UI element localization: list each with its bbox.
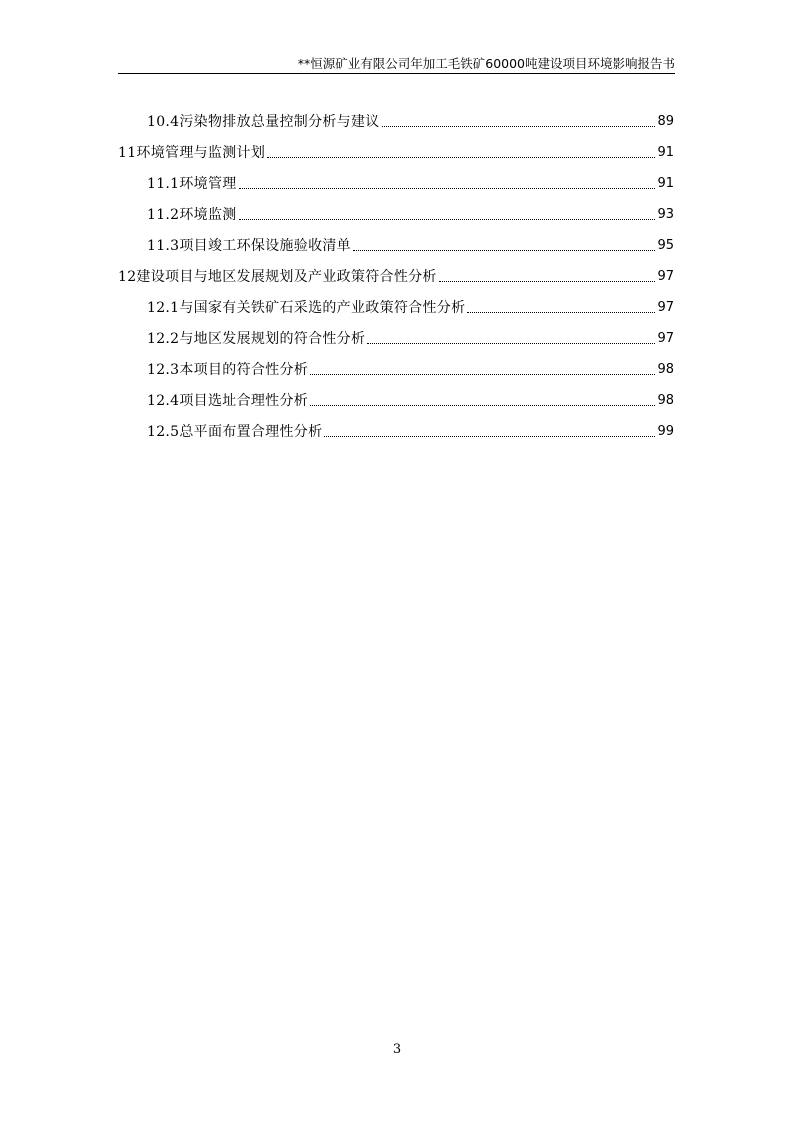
- toc-dot-leader: [382, 126, 656, 127]
- toc-page-number: 97: [657, 331, 674, 346]
- toc-entry-11-1[interactable]: [118, 165, 674, 196]
- toc-entry-text: 12.3本项目的符合性分析: [147, 362, 309, 378]
- toc-dot-leader: [467, 312, 655, 313]
- toc-dot-leader: [310, 405, 655, 406]
- toc-entry-12-1[interactable]: [118, 289, 674, 320]
- toc-dot-leader: [267, 157, 655, 158]
- toc-page-number: 91: [657, 176, 674, 191]
- toc-page-number: 97: [657, 269, 674, 284]
- toc-dot-leader: [239, 219, 656, 220]
- toc-entry-12-2[interactable]: [118, 320, 674, 351]
- toc-entry-11-3[interactable]: [118, 227, 674, 258]
- page-number: 3: [392, 1042, 402, 1057]
- running-header: **恒源矿业有限公司年加工毛铁矿60000吨建设项目环境影响报告书: [297, 56, 675, 71]
- toc-entry-text: 11.1环境管理: [147, 176, 237, 192]
- toc-entry-11-2[interactable]: [118, 196, 674, 227]
- toc-entry-10-4[interactable]: [118, 103, 674, 134]
- toc-dot-leader: [310, 374, 655, 375]
- toc-dot-leader: [439, 281, 656, 282]
- toc-dot-leader: [239, 188, 656, 189]
- toc-dot-leader: [353, 250, 655, 251]
- toc-entry-text: 12建设项目与地区发展规划及产业政策符合性分析: [118, 269, 437, 285]
- toc-page-number: 89: [657, 114, 674, 129]
- toc-entry-text: 12.1与国家有关铁矿石采选的产业政策符合性分析: [147, 300, 466, 316]
- toc-entry-text: 12.5总平面布置合理性分析: [147, 424, 323, 440]
- table-of-contents: [118, 103, 674, 444]
- toc-entry-text: 11环境管理与监测计划: [118, 145, 266, 161]
- toc-dot-leader: [367, 343, 655, 344]
- toc-entry-12[interactable]: [118, 258, 674, 289]
- toc-entry-12-4[interactable]: [118, 382, 674, 413]
- toc-entry-12-3[interactable]: [118, 351, 674, 382]
- header-rule: [118, 73, 675, 74]
- toc-page-number: 95: [657, 238, 674, 253]
- toc-entry-text: 11.2环境监测: [147, 207, 237, 223]
- toc-entry-text: 12.2与地区发展规划的符合性分析: [147, 331, 366, 347]
- toc-page-number: 97: [657, 300, 674, 315]
- toc-dot-leader: [324, 436, 655, 437]
- toc-entry-11[interactable]: [118, 134, 674, 165]
- toc-page-number: 99: [657, 424, 674, 439]
- toc-entry-text: 11.3项目竣工环保设施验收清单: [147, 238, 351, 254]
- toc-page-number: 93: [657, 207, 674, 222]
- toc-page-number: 98: [657, 362, 674, 377]
- toc-entry-12-5[interactable]: [118, 413, 674, 444]
- toc-page-number: 91: [657, 145, 674, 160]
- toc-page-number: 98: [657, 393, 674, 408]
- toc-entry-text: 10.4污染物排放总量控制分析与建议: [147, 114, 380, 130]
- toc-entry-text: 12.4项目选址合理性分析: [147, 393, 309, 409]
